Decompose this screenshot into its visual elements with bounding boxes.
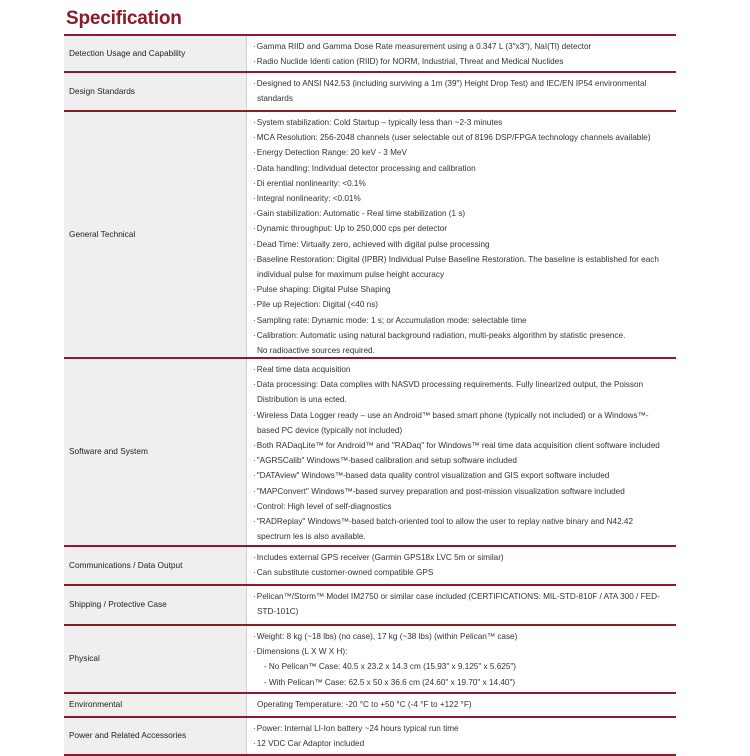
spec-line: · Control: High level of self-diagnostics [253, 499, 670, 514]
row-label: Software and System [64, 359, 246, 545]
spec-line: · Energy Detection Range: 20 keV - 3 MeV [253, 145, 670, 160]
spec-line: · Power: Internal LI-Ion battery ~24 hours typical run time [253, 721, 670, 736]
table-row [64, 359, 676, 547]
spec-line: · Gamma RIID and Gamma Dose Rate measurement using a 0.347 L (3"x3"), NaI(Tl) detector [253, 39, 670, 54]
table-row [64, 73, 676, 112]
spec-line: · Data handling: Individual detector processing and calibration [253, 161, 670, 176]
spec-line: · Pelican™/Storm™ Model IM2750 or similar case included (CERTIFICATIONS: MIL-STD-810F / ATA 300 / FED- [253, 589, 670, 604]
spec-line: standards [257, 94, 293, 104]
table-row [64, 547, 676, 586]
spec-line: · Both RADaqLite™ for Android™ and "RADaq" for Windows™ real time data acquisition client software included [253, 438, 670, 453]
spec-line: · Designed to ANSI N42.53 (including surviving a 1m (39") Height Drop Test) and IEC/EN IP54 environmental [253, 76, 670, 91]
table-row [64, 112, 676, 359]
row-label: Power and Related Accessories [64, 718, 246, 754]
spec-line: · Can substitute customer-owned compatible GPS [253, 565, 670, 580]
spec-line: · Data processing: Data complies with NASVD processing requirements. Fully linearized output, the Poisson [253, 377, 670, 392]
spec-line: STD-101C) [257, 607, 299, 617]
row-label: Design Standards [64, 73, 246, 110]
spec-line: · Di erential nonlinearity: <0.1% [253, 176, 670, 191]
row-value [246, 694, 676, 716]
table-row [64, 718, 676, 756]
spec-table [64, 36, 676, 756]
row-value [246, 547, 676, 584]
spec-line: - With Pelican™ Case: 62.5 x 50 x 36.6 cm (24.60" x 19.70" x 14.40") [257, 677, 516, 687]
spec-line: · MCA Resolution: 256-2048 channels (user selectable out of 8196 DSP/FPGA technology channels available) [253, 130, 670, 145]
spec-line: · Sampling rate: Dynamic mode: 1 s; or Accumulation mode: selectable time [253, 313, 670, 328]
row-value [246, 36, 676, 71]
table-row [64, 586, 676, 626]
row-label: Shipping / Protective Case [64, 586, 246, 624]
spec-line: spectrum les is also available. [257, 532, 366, 542]
row-label: Physical [64, 626, 246, 692]
spec-line: · Integral nonlinearity: <0.01% [253, 191, 670, 206]
row-label: General Technical [64, 112, 246, 357]
spec-line: individual pulse for maximum pulse height accuracy [257, 270, 445, 280]
spec-line: · Calibration: Automatic using natural background radiation, multi-peaks algorithm by statistic presence. [253, 328, 670, 343]
spec-line: · System stabilization: Cold Startup – typically less than ~2-3 minutes [253, 115, 670, 130]
spec-line: · Includes external GPS receiver (Garmin GPS18x LVC 5m or similar) [253, 550, 670, 565]
spec-line: Operating Temperature: -20 °C to +50 °C (-4 °F to +122 °F) [257, 700, 472, 709]
spec-line: No radioactive sources required. [257, 346, 375, 356]
spec-line: · Baseline Restoration: Digital (IPBR) Individual Pulse Baseline Restoration. The baseline is established for each [253, 252, 670, 267]
row-label: Communications / Data Output [64, 547, 246, 584]
row-label: Environmental [64, 694, 246, 716]
spec-line: · "RADReplay" Windows™-based batch-oriented tool to allow the user to replay native binary and N42.42 [253, 514, 670, 529]
row-value [246, 359, 676, 545]
table-row [64, 626, 676, 694]
row-value [246, 112, 676, 357]
row-value [246, 73, 676, 110]
spec-line: · Wireless Data Logger ready – use an Android™ based smart phone (typically not included) or a Windows™- [253, 408, 670, 423]
spec-line: · Weight: 8 kg (~18 lbs) (no case), 17 kg (~38 lbs) (within Pelican™ case) [253, 629, 670, 644]
row-label: Detection Usage and Capability [64, 36, 246, 71]
spec-line: · Dimensions (L X W X H): [253, 644, 670, 659]
table-row [64, 36, 676, 73]
row-value [246, 586, 676, 624]
row-value [246, 718, 676, 754]
spec-line: - No Pelican™ Case: 40.5 x 23.2 x 14.3 cm (15.93" x 9.125" x 5.625") [257, 662, 517, 672]
spec-line: based PC device (typically not included) [257, 425, 403, 435]
row-value [246, 626, 676, 692]
spec-line: · 12 VDC Car Adaptor included [253, 736, 670, 751]
spec-line: · Gain stabilization: Automatic - Real time stabilization (1 s) [253, 206, 670, 221]
spec-line: · Pulse shaping: Digital Pulse Shaping [253, 282, 670, 297]
spec-line: Distribution is una ected. [257, 395, 347, 405]
spec-line: · Real time data acquisition [253, 362, 670, 377]
spec-line: · "AGRSCalib" Windows™-based calibration and setup software included [253, 453, 670, 468]
spec-line: · "DATAview" Windows™-based data quality control visualization and GIS export software included [253, 468, 670, 483]
spec-line: · Dynamic throughput: Up to 250,000 cps per detector [253, 221, 670, 236]
spec-line: · Pile up Rejection: Digital (<40 ns) [253, 297, 670, 312]
table-row [64, 694, 676, 718]
spec-line: · "MAPConvert" Windows™-based survey preparation and post-mission visualization software included [253, 484, 670, 499]
page-title: Specification [66, 8, 182, 29]
spec-line: · Dead Time: Virtually zero, achieved with digital pulse processing [253, 237, 670, 252]
spec-line: · Radio Nuclide Identi cation (RIID) for NORM, Industrial, Threat and Medical Nuclides [253, 54, 670, 69]
